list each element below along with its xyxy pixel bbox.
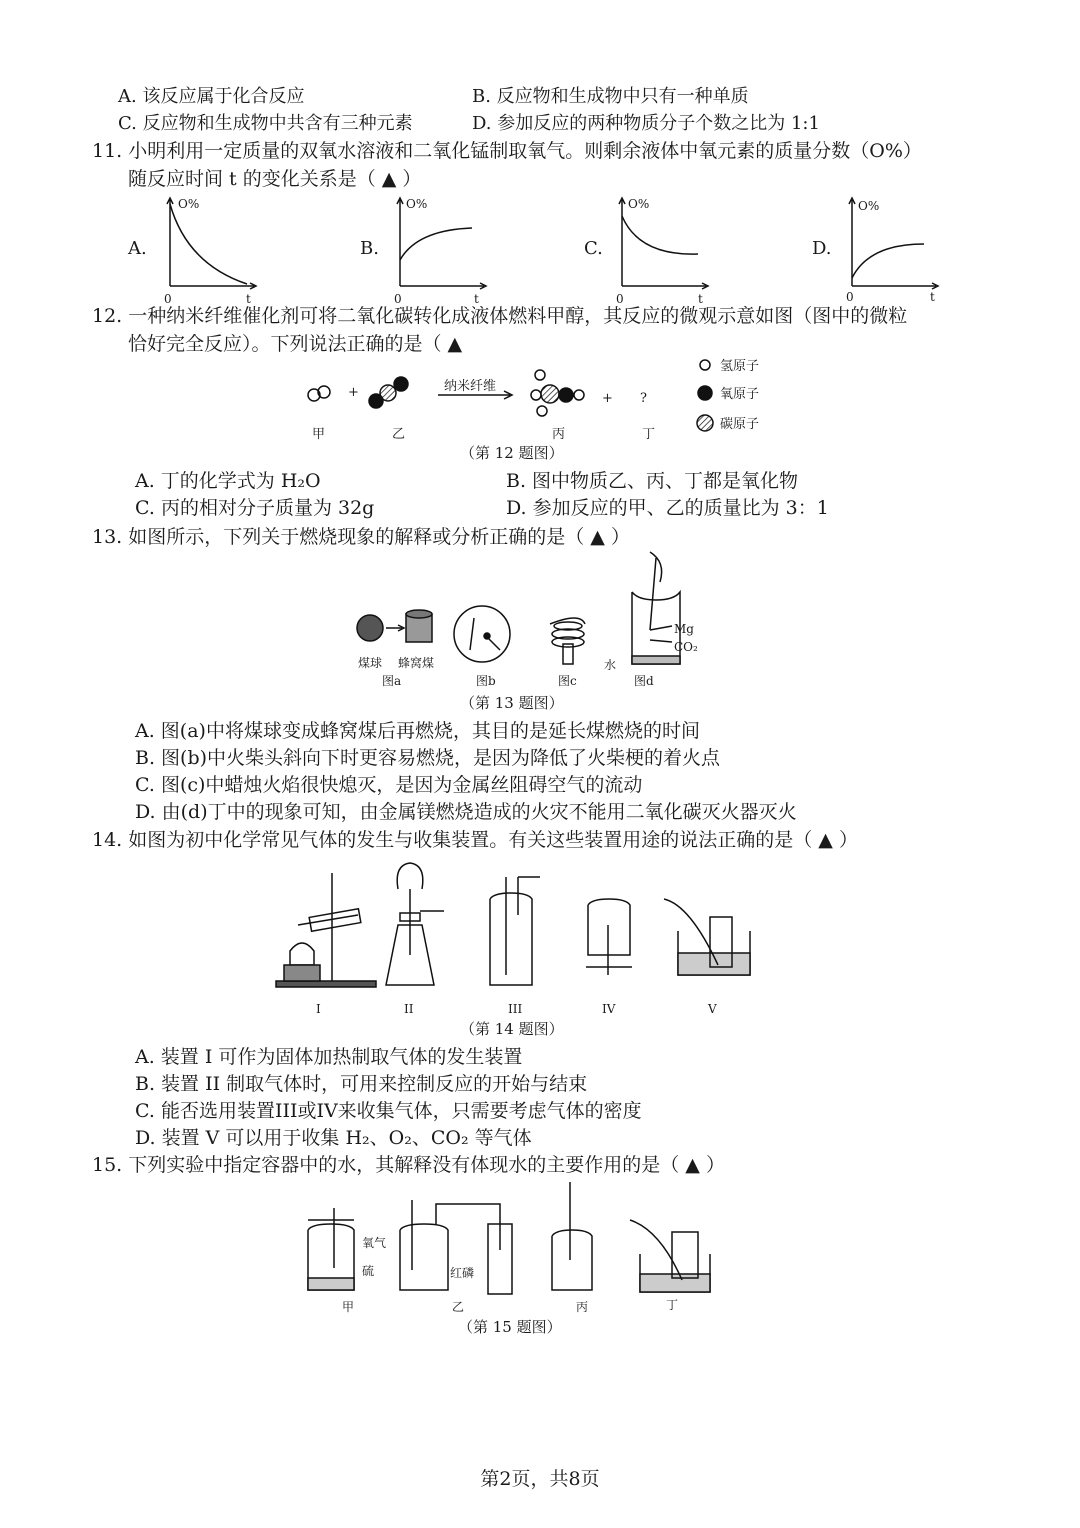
q12-caption: （第 12 题图）: [460, 444, 564, 462]
q12-option-b: B. 图中物质乙、丙、丁都是氧化物: [506, 470, 799, 492]
q14-option-a: A. 装置 I 可作为固体加热制取气体的发生装置: [135, 1046, 523, 1068]
q13-option-a: A. 图(a)中将煤球变成蜂窝煤后再燃烧，其目的是延长煤燃烧的时间: [135, 720, 700, 742]
page-footer: 第2页，共8页: [480, 1468, 600, 1490]
q11-stem-line1: 11. 小明利用一定质量的双氧水溶液和二氧化锰制取氧气。则剩余液体中氧元素的质量分数（O%）: [92, 140, 922, 162]
q12-stem-line1: 12. 一种纳米纤维催化剂可将二氧化碳转化成液体燃料甲醇，其反应的微观示意如图（图中的微粒: [92, 305, 908, 327]
q14-option-b: B. 装置 II 制取气体时，可用来控制反应的开始与结束: [135, 1073, 588, 1095]
q12-option-a: A. 丁的化学式为 H₂O: [135, 470, 321, 492]
q11-graph-c-label: C.: [584, 238, 603, 259]
q14-option-d: D. 装置 V 可以用于收集 H₂、O₂、CO₂ 等气体: [135, 1127, 532, 1149]
q13-option-d: D. 由(d)丁中的现象可知，由金属镁燃烧造成的火灾不能用二氧化碳灭火器灭火: [135, 801, 797, 823]
q14-caption: （第 14 题图）: [460, 1020, 564, 1038]
q14-option-c: C. 能否选用装置III或IV来收集气体，只需要考虑气体的密度: [135, 1100, 642, 1122]
q13-caption: （第 13 题图）: [460, 694, 564, 712]
q12-stem-line2: 恰好完全反应）。下列说法正确的是（ ▲: [128, 333, 463, 355]
q13-stem: 13. 如图所示，下列关于燃烧现象的解释或分析正确的是（ ▲ ）: [92, 526, 630, 548]
q13-option-c: C. 图(c)中蜡烛火焰很快熄灭，是因为金属丝阻碍空气的流动: [135, 774, 643, 796]
q11-stem-line2: 随反应时间 t 的变化关系是（ ▲ ）: [128, 168, 422, 190]
q13-option-b: B. 图(b)中火柴头斜向下时更容易燃烧，是因为降低了火柴梗的着火点: [135, 747, 721, 769]
q12-micro-diagram: [300, 355, 780, 445]
q11-graph-b-label: B.: [360, 238, 379, 259]
q12-arrow-label: 纳米纤维: [444, 379, 497, 394]
q10-option-d: D. 参加反应的两种物质分子个数之比为 1:1: [472, 113, 820, 134]
q14-stem: 14. 如图为初中化学常见气体的发生与收集装置。有关这些装置用途的说法正确的是（ ▲ ）: [92, 829, 858, 851]
q11-graph-a-label: A.: [128, 238, 147, 259]
q12-option-d: D. 参加反应的甲、乙的质量比为 3：1: [506, 497, 829, 519]
q10-option-b: B. 反应物和生成物中只有一种单质: [472, 86, 749, 107]
q10-option-a: A. 该反应属于化合反应: [118, 86, 305, 107]
q12-option-c: C. 丙的相对分子质量为 32g: [135, 497, 375, 519]
q11-graph-d-label: D.: [812, 238, 832, 259]
q15-caption: （第 15 题图）: [458, 1318, 562, 1336]
q15-stem: 15. 下列实验中指定容器中的水，其解释没有体现水的主要作用的是（ ▲ ）: [92, 1154, 725, 1176]
q11-graph-a: [162, 194, 262, 299]
q12-question-mark: ?: [640, 391, 647, 406]
q10-option-c: C. 反应物和生成物中共含有三种元素: [118, 113, 413, 134]
q14-apparatus: [270, 855, 770, 995]
